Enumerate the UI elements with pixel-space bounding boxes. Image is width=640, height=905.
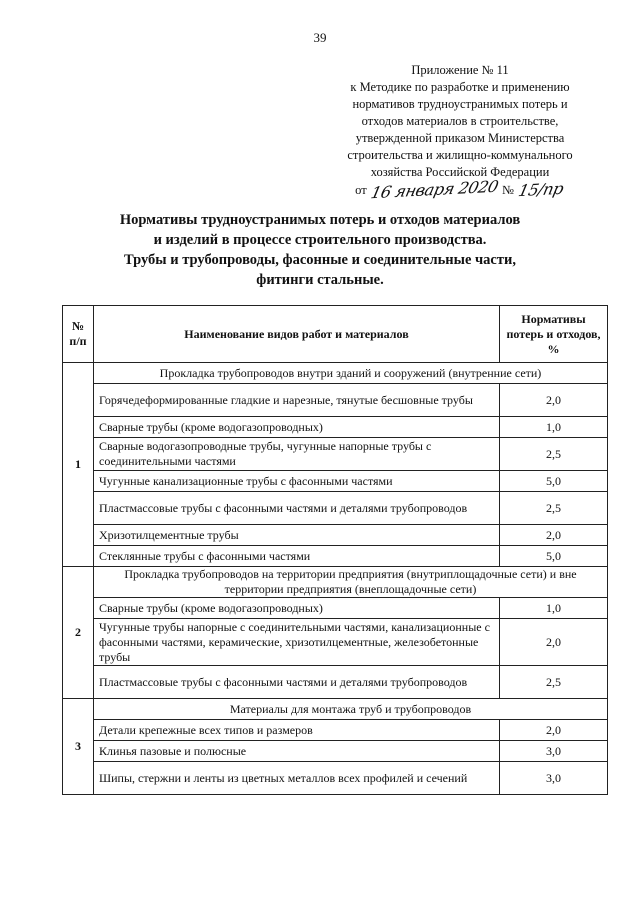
appendix-line: строительства и жилищно-коммунального [347, 148, 573, 162]
table-row [63, 619, 608, 666]
date-prefix: от [355, 183, 367, 197]
table-row [63, 492, 608, 525]
norm-value: 2,5 [500, 492, 608, 525]
appendix-line: хозяйства Российской Федерации [370, 165, 550, 179]
header-num: № п/п [63, 306, 94, 363]
table-row [63, 720, 608, 741]
norm-value: 5,0 [500, 546, 608, 567]
norm-value: 2,5 [500, 666, 608, 699]
section-header-row [63, 567, 608, 598]
material-name: Горячедеформированные гладкие и нарезные, тянутые бесшовные трубы [94, 384, 500, 417]
table-row [63, 417, 608, 438]
section-title: Прокладка трубопроводов на территории предприятия (внутриплощадочные сети) и вне территории предприятия (внеплощадочные сети) [94, 567, 608, 598]
table-row [63, 762, 608, 795]
table-row [63, 384, 608, 417]
material-name: Детали крепежные всех типов и размеров [94, 720, 500, 741]
approval-date-line [355, 176, 566, 203]
section-header-row [63, 699, 608, 720]
table-row [63, 741, 608, 762]
appendix-line: отходов материалов в строительстве, [361, 114, 559, 128]
material-name: Пластмассовые трубы с фасонными частями и деталями трубопроводов [94, 666, 500, 699]
material-name: Стеклянные трубы с фасонными частями [94, 546, 500, 567]
page-number: 39 [313, 30, 327, 45]
table-row [63, 471, 608, 492]
title-line: Нормативы трудноустранимых потерь и отходов материалов [119, 212, 521, 228]
title-line: фитинги стальные. [256, 272, 384, 288]
norms-table [62, 305, 608, 795]
norm-value: 2,5 [500, 438, 608, 471]
material-name: Пластмассовые трубы с фасонными частями и деталями трубопроводов [94, 492, 500, 525]
section-number: 2 [63, 567, 94, 699]
table-row [63, 666, 608, 699]
header-norm: Нормативы потерь и отходов, % [500, 306, 608, 363]
table-row [63, 598, 608, 619]
norm-value: 2,0 [500, 525, 608, 546]
material-name: Клинья пазовые и полюсные [94, 741, 500, 762]
section-number: 1 [63, 363, 94, 567]
material-name: Сварные трубы (кроме водогазопроводных) [94, 417, 500, 438]
title-line: и изделий в процессе строительного производства. [153, 232, 487, 248]
table-header-row [63, 306, 608, 363]
norm-value: 5,0 [500, 471, 608, 492]
material-name: Сварные трубы (кроме водогазопроводных) [94, 598, 500, 619]
norm-value: 3,0 [500, 762, 608, 795]
section-header-row [63, 363, 608, 384]
material-name: Шипы, стержни и ленты из цветных металлов всех профилей и сечений [94, 762, 500, 795]
handwritten-date: 16 января 2020 [368, 176, 500, 203]
norm-value: 2,0 [500, 619, 608, 666]
norm-value: 1,0 [500, 598, 608, 619]
header-name: Наименование видов работ и материалов [94, 306, 500, 363]
appendix-line: утвержденной приказом Министерства [355, 131, 565, 145]
number-prefix: № [502, 183, 514, 197]
table-row [63, 525, 608, 546]
material-name: Чугунные трубы напорные с соединительными частями, канализационные с фасонными частями, керамические, хризотилцементные, железобетонные трубы [94, 619, 500, 666]
section-number: 3 [63, 699, 94, 795]
norm-value: 2,0 [500, 720, 608, 741]
norm-value: 1,0 [500, 417, 608, 438]
document-title [60, 210, 580, 290]
norm-value: 2,0 [500, 384, 608, 417]
material-name: Сварные водогазопроводные трубы, чугунные напорные трубы с соединительными частями [94, 438, 500, 471]
norm-value: 3,0 [500, 741, 608, 762]
appendix-block [322, 62, 598, 203]
table-row [63, 546, 608, 567]
material-name: Чугунные канализационные трубы с фасонными частями [94, 471, 500, 492]
appendix-line: нормативов трудноустранимых потерь и [352, 97, 568, 111]
table-body [63, 363, 608, 795]
handwritten-number: 15/пр [516, 178, 566, 201]
material-name: Хризотилцементные трубы [94, 525, 500, 546]
appendix-line: к Методике по разработке и применению [350, 80, 570, 94]
section-title: Материалы для монтажа труб и трубопроводов [94, 699, 608, 720]
table-row [63, 438, 608, 471]
appendix-heading: Приложение № 11 [411, 63, 509, 77]
section-title: Прокладка трубопроводов внутри зданий и сооружений (внутренние сети) [94, 363, 608, 384]
title-line: Трубы и трубопроводы, фасонные и соединительные части, [124, 252, 516, 268]
